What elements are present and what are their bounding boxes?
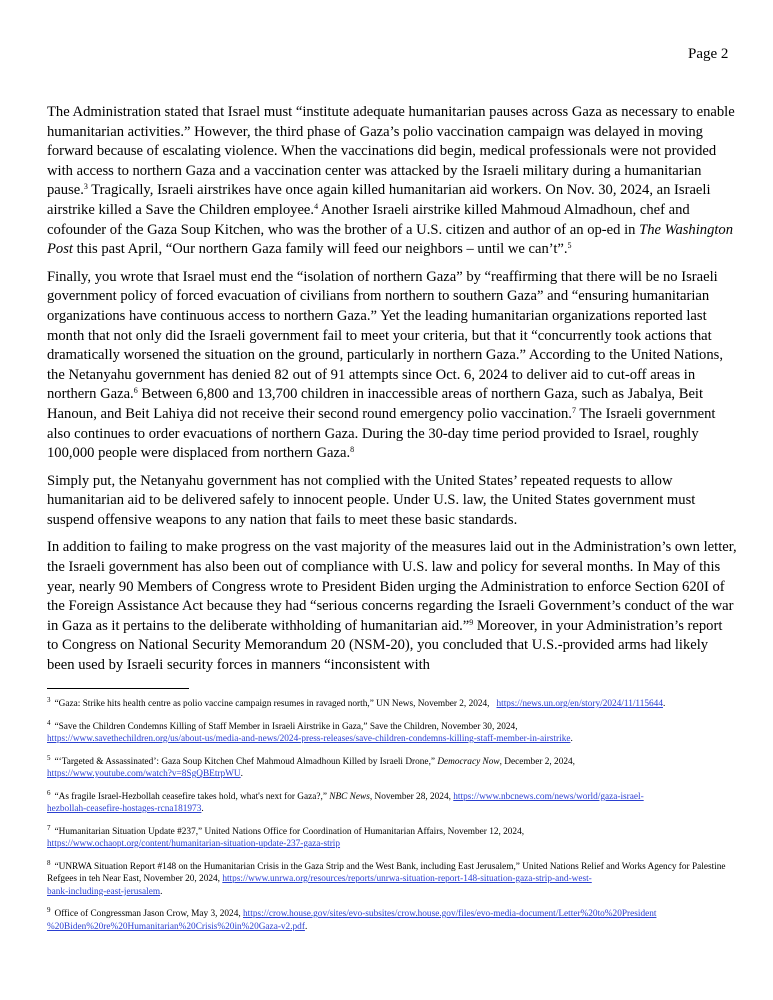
text-run: Moreover, in your Administration’s report to Congress on National Security Memorandum 20 (NSM-20), you concluded that U.S.-provided arms had likely been used by Israeli security forces in manners “inconsistent with — [47, 617, 723, 674]
footnote-text: “UNRWA Situation Report #148 on the Humanitarian Crisis in the Gaza Strip and the West Bank, including East Jerusalem,” United Nations Relief and Works Agency for Palestine Refgees in teh Near East, November 20, 2024, — [47, 861, 726, 884]
footnote-4 — [47, 718, 727, 746]
footnote-number: 4 — [47, 718, 51, 727]
publication-title: The Washington Post — [47, 221, 734, 258]
footnote-link[interactable]: https://www.unrwa.org/resources/reports/unrwa-situation-report-148-situation-gaza-strip-and-west- — [222, 874, 592, 884]
footnote-number: 6 — [47, 788, 51, 797]
footnote-ref-6[interactable]: 6 — [133, 386, 138, 396]
footnote-text: “Gaza: Strike hits health centre as polio vaccine campaign resumes in ravaged north,” UN News, November 2, 2024, — [54, 699, 497, 709]
footnote-text: , December 2, 2024, — [499, 756, 575, 767]
footnote-5 — [47, 753, 727, 781]
footnote-text: “Save the Children Condemns Killing of Staff Member in Israeli Airstrike in Gaza,” Save the Children, November 30, 2024, — [54, 721, 518, 732]
text-run: this past April, “Our northern Gaza family will feed our neighbors – until we can’t”. — [72, 241, 568, 258]
footnote-separator — [47, 688, 189, 689]
footnote-3 — [47, 698, 727, 711]
footnote-ref-4[interactable]: 4 — [314, 201, 319, 211]
letter-body — [47, 103, 737, 684]
paragraph-humanitarian-pauses — [47, 103, 737, 260]
paragraph-simply-put: Simply put, the Netanyahu government has not complied with the United States’ repeated requests to allow humanitarian aid to be delivered safely to innocent people. Under U.S. law, the United States government must suspend offensive weapons to any nation that fails to meet these basic standards. — [47, 472, 696, 528]
footnote-number: 9 — [47, 906, 51, 914]
footnote-link[interactable]: https://www.youtube.com/watch?v=8SgQBEtrpWU — [47, 769, 241, 779]
footnote-9 — [47, 908, 727, 933]
footnote-text: . — [304, 921, 308, 932]
text-run: In addition to failing to make progress on the vast majority of the measures laid out in the Administration’s own letter, the Israeli government has also been out of compliance with U.S. law and policy for several months. In May of this year, nearly 90 Members of Congress wrote to President Biden urging the Administration to enforce Section 620I of the Foreign Assistance Act because they had “serious concerns regarding the Israeli Government’s conduct of the war in Gaza as it pertains to the deliberate withholding of humanitarian aid.” — [47, 539, 737, 634]
text-run: Another Israeli airstrike killed Mahmoud Almadhoun, chef and cofounder of the Gaza Soup Kitchen, who was the brother of a U.S. citizen and author of an op-ed in — [47, 201, 690, 238]
text-run: Finally, you wrote that Israel must end the “isolation of northern Gaza” by “reaffirming that there will be no Israeli government policy of forced evacuation of civilians from northern to southern Gaza” and “ensuring humanitarian organizations have continuous access to northern Gaza.” Yet the leading humanitarian organizations reported last month that not only did the Israeli government fail to meet your criteria, but that it “concurrently took actions that dramatically worsened the situation on the ground, particularly in northern Gaza.” According to the United Nations, the Netanyahu government has denied 82 out of 91 attempts since Oct. 6, 2024 to deliver aid to cut-off areas in northern Gaza. — [47, 268, 723, 403]
footnote-text: . — [662, 699, 666, 709]
footnote-source: Democracy Now — [437, 756, 500, 767]
footnote-link-cont[interactable]: hezbollah-ceasefire-hostages-rcna181973 — [47, 804, 202, 814]
footnote-ref-9[interactable]: 9 — [469, 617, 474, 627]
footnote-text: . — [240, 769, 243, 779]
footnote-link[interactable]: https://news.un.org/en/story/2024/11/115644 — [496, 699, 663, 709]
footnote-text: , November 28, 2024, — [369, 791, 454, 802]
footnote-link[interactable]: https://www.ochaopt.org/content/humanitarian-situation-update-237-gaza-strip — [47, 839, 341, 849]
text-run: Tragically, Israeli airstrikes have once again killed humanitarian aid workers. On Nov. 30, 2024, an Israeli airstrike killed a Save the Children employee. — [47, 182, 711, 218]
text-run: Between 6,800 and 13,700 children in inaccessible areas of northern Gaza, such as Jabalya, Beit Hanoun, and Beit Lahiya did not receive their second round emergency polio vaccination. — [47, 386, 704, 422]
text-run: The Administration stated that Israel must “institute adequate humanitarian pauses across Gaza as necessary to enable humanitarian activities.” However, the third phase of Gaza’s polio vaccination campaign was delayed in moving forward because of escalating violence. When the vaccinations did begin, medical professionals were not provided with access to northern Gaza and a vaccination center was attacked by the Israeli military during a humanitarian pause. — [47, 104, 735, 199]
footnote-text: “‘Targeted & Assassinated’: Gaza Soup Kitchen Chef Mahmoud Almadhoun Killed by Israeli Drone,” — [54, 756, 438, 767]
footnote-text: . — [160, 886, 163, 897]
footnote-text: “As fragile Israel-Hezbollah ceasefire takes hold, what's next for Gaza?,” — [54, 791, 330, 802]
footnote-text: . — [201, 804, 204, 814]
footnote-link[interactable]: https://crow.house.gov/sites/evo-subsites/crow.house.gov/files/evo-media-document/Letter%20to%20President — [243, 909, 657, 919]
footnote-text: Office of Congressman Jason Crow, May 3, 2024, — [54, 909, 243, 919]
footnote-text: “Humanitarian Situation Update #237,” United Nations Office for Coordination of Humanitarian Affairs, November 12, 2024, — [54, 826, 525, 837]
footnote-number: 7 — [47, 823, 51, 832]
footnote-link[interactable]: https://www.nbcnews.com/news/world/gaza-israel- — [453, 791, 644, 802]
paragraph-compliance — [47, 538, 737, 675]
footnote-number: 8 — [47, 858, 51, 867]
page-number: Page 2 — [688, 46, 729, 62]
footnote-text: . — [570, 734, 573, 744]
footnote-ref-3[interactable]: 3 — [83, 182, 88, 192]
footnote-8 — [47, 858, 727, 899]
footnote-ref-7[interactable]: 7 — [571, 405, 576, 415]
footnote-ref-8[interactable]: 8 — [350, 445, 355, 455]
footnote-source: NBC News — [329, 791, 370, 802]
footnote-link-cont[interactable]: bank-including-east-jerusalem — [47, 886, 161, 897]
footnote-ref-5[interactable]: 5 — [567, 241, 572, 251]
footnote-7 — [47, 823, 727, 851]
footnotes — [47, 698, 727, 943]
footnote-6 — [47, 788, 727, 816]
paragraph-northern-gaza — [47, 268, 737, 464]
footnote-link-cont[interactable]: %20Biden%20re%20Humanitarian%20Crisis%20in%20Gaza-v2.pdf — [47, 921, 305, 932]
footnote-number: 3 — [47, 696, 51, 704]
footnote-number: 5 — [47, 753, 51, 762]
footnote-link[interactable]: https://www.savethechildren.org/us/about-us/media-and-news/2024-press-releases/save-children-condemns-killing-staff-member-in-airstrike — [47, 734, 571, 744]
text-run: The Israeli government also continues to order evacuations of northern Gaza. During the 30-day time period provided to Israel, roughly 100,000 people were displaced from northern Gaza. — [47, 405, 716, 462]
